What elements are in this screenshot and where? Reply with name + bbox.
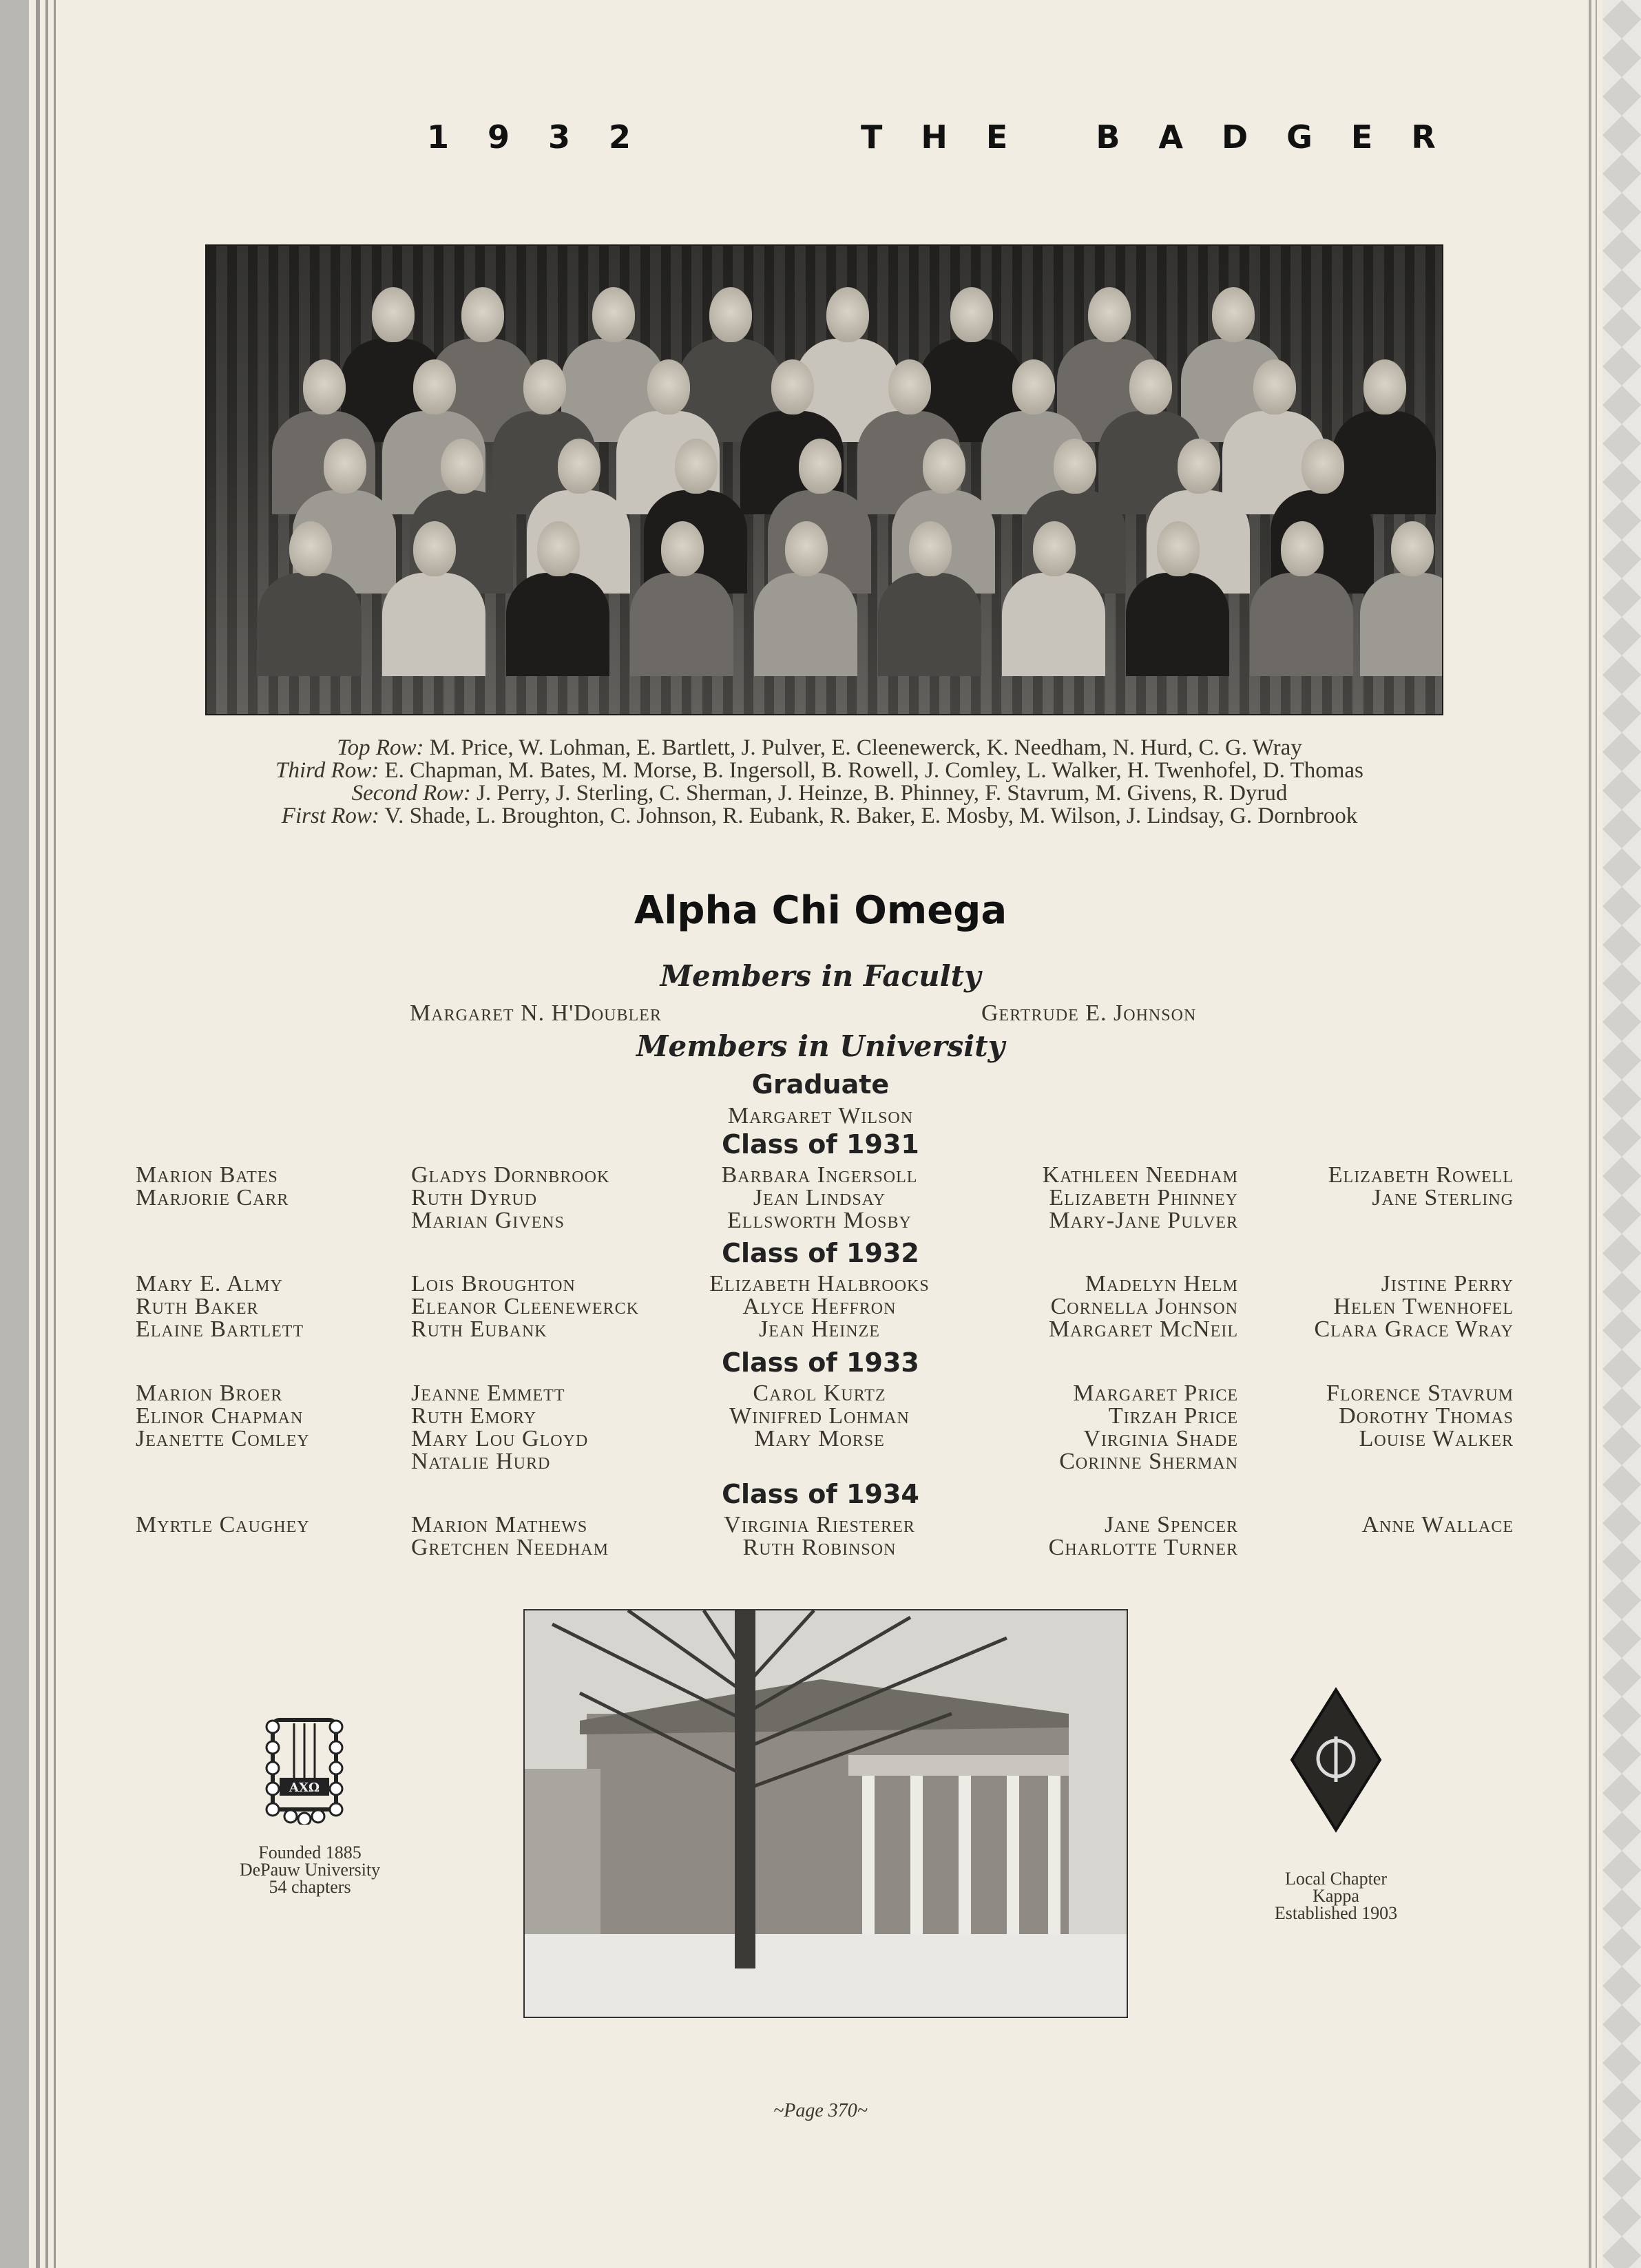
class-column	[1314, 1272, 1514, 1341]
member-name: Marion Broer	[136, 1380, 283, 1406]
class-column	[661, 1513, 978, 1559]
member-name: Eleanor Cleenewerck	[411, 1294, 639, 1319]
member-name: Kathleen Needham	[1042, 1162, 1238, 1188]
member-name: Elizabeth Rowell	[1328, 1162, 1514, 1188]
group-photograph	[205, 244, 1443, 715]
class-column	[411, 1164, 609, 1232]
member-name: Marian Givens	[411, 1208, 565, 1233]
class-column	[411, 1382, 588, 1473]
class-column	[661, 1382, 978, 1450]
class-column	[1059, 1382, 1238, 1473]
class-column	[136, 1272, 304, 1341]
class-column	[411, 1513, 609, 1559]
member-name: Florence Stavrum	[1326, 1380, 1514, 1406]
member-name: Ruth Dyrud	[411, 1185, 538, 1210]
member-name: Elizabeth Phinney	[1049, 1185, 1238, 1210]
member-name: Jane Spencer	[1105, 1512, 1238, 1537]
member-name: Alyce Heffron	[742, 1294, 897, 1319]
member-name: Charlotte Turner	[1048, 1535, 1238, 1560]
member-name: Jane Sterling	[1372, 1185, 1514, 1210]
member-name: Marion Mathews	[411, 1512, 588, 1537]
faculty-heading: Members in Faculty	[660, 959, 981, 993]
member-name: Jean Heinze	[759, 1316, 880, 1342]
member-name: Ruth Baker	[136, 1294, 259, 1319]
class-column	[136, 1513, 310, 1536]
member-name: Jeanette Comley	[136, 1426, 310, 1451]
member-name: Myrtle Caughey	[136, 1512, 310, 1537]
class-column	[136, 1164, 289, 1209]
class-column	[1361, 1513, 1514, 1536]
class-column	[661, 1272, 978, 1341]
member-name: Mary E. Almy	[136, 1271, 283, 1296]
chapter-title: Alpha Chi Omega	[634, 888, 1007, 933]
class-heading: Class of 1931	[722, 1129, 919, 1159]
faculty-member: Gertrude E. Johnson	[981, 1000, 1197, 1026]
member-name: Mary Morse	[754, 1426, 885, 1451]
member-name: Clara Grace Wray	[1314, 1316, 1514, 1342]
class-column	[661, 1164, 978, 1232]
member-name: Corinne Sherman	[1059, 1449, 1238, 1474]
member-name: Madelyn Helm	[1085, 1271, 1238, 1296]
member-name: Ruth Eubank	[411, 1316, 547, 1342]
page-number: ~Page 370~	[773, 2100, 868, 2121]
photo-caption	[138, 737, 1501, 828]
class-column	[1049, 1272, 1238, 1341]
member-name: Jean Lindsay	[753, 1185, 886, 1210]
member-name: Lois Broughton	[411, 1271, 576, 1296]
caption-row: Second Row: J. Perry, J. Sterling, C. Sherman, J. Heinze, B. Phinney, F. Stavrum, M. Givens, R. Dyrud	[351, 781, 1288, 806]
member-name: Dorothy Thomas	[1339, 1403, 1514, 1429]
university-heading: Members in University	[636, 1029, 1005, 1063]
graduate-member: Margaret Wilson	[727, 1103, 914, 1128]
class-column	[1328, 1164, 1514, 1209]
graduate-heading: Graduate	[751, 1069, 890, 1100]
diamond-crest-icon	[1289, 1687, 1383, 1833]
caption-row: Third Row: E. Chapman, M. Bates, M. Morse, B. Ingersoll, B. Rowell, J. Comley, L. Walker, H. Twenhofel, D. Thomas	[275, 758, 1363, 783]
class-column	[1049, 1513, 1238, 1559]
member-name: Tirzah Price	[1108, 1403, 1238, 1429]
member-name: Margaret Price	[1073, 1380, 1238, 1406]
member-name: Virginia Riesterer	[724, 1512, 915, 1537]
svg-text:ΑΧΩ: ΑΧΩ	[289, 1781, 320, 1795]
header-year: 1932	[427, 118, 670, 156]
chapter-house-photograph	[523, 1609, 1128, 2018]
class-heading: Class of 1932	[722, 1238, 919, 1268]
member-name: Marjorie Carr	[136, 1185, 289, 1210]
class-column	[411, 1272, 639, 1341]
member-name: Jistine Perry	[1381, 1271, 1514, 1296]
member-name: Barbara Ingersoll	[721, 1162, 918, 1188]
member-name: Ellsworth Mosby	[727, 1208, 912, 1233]
member-name: Marion Bates	[136, 1162, 278, 1188]
member-name: Elinor Chapman	[136, 1403, 304, 1429]
member-name: Margaret McNeil	[1048, 1316, 1238, 1342]
lyre-crest-icon	[263, 1706, 346, 1825]
local-chapter-info: Local Chapter Kappa Established 1903	[1274, 1869, 1398, 1923]
member-name: Gladys Dornbrook	[411, 1162, 610, 1188]
member-name: Gretchen Needham	[411, 1535, 609, 1560]
class-column	[136, 1382, 310, 1450]
member-name: Jeanne Emmett	[411, 1380, 565, 1406]
member-name: Virginia Shade	[1083, 1426, 1238, 1451]
member-name: Mary Lou Gloyd	[411, 1426, 589, 1451]
member-name: Helen Twenhofel	[1333, 1294, 1514, 1319]
class-heading: Class of 1934	[722, 1479, 919, 1509]
member-name: Anne Wallace	[1361, 1512, 1514, 1537]
founding-info: Founded 1885 DePauw University 54 chapters	[239, 1842, 381, 1897]
page-header	[427, 118, 1515, 167]
faculty-member: Margaret N. H'Doubler	[410, 1000, 662, 1026]
class-column	[1326, 1382, 1514, 1450]
class-column	[1043, 1164, 1238, 1232]
member-name: Cornella Johnson	[1050, 1294, 1238, 1319]
member-name: Mary-Jane Pulver	[1049, 1208, 1238, 1233]
member-name: Louise Walker	[1359, 1426, 1514, 1451]
class-heading: Class of 1933	[722, 1347, 919, 1378]
caption-row: Top Row: M. Price, W. Lohman, E. Bartlett, J. Pulver, E. Cleenewerck, K. Needham, N. Hurd, C. G. Wray	[337, 735, 1302, 760]
member-name: Winifred Lohman	[729, 1403, 910, 1429]
member-name: Elizabeth Halbrooks	[709, 1271, 930, 1296]
header-title: THE BADGER	[861, 118, 1474, 156]
member-name: Natalie Hurd	[411, 1449, 551, 1474]
member-name: Carol Kurtz	[753, 1380, 886, 1406]
member-name: Ruth Emory	[411, 1403, 536, 1429]
member-name: Elaine Bartlett	[136, 1316, 304, 1342]
caption-row: First Row: V. Shade, L. Broughton, C. Johnson, R. Eubank, R. Baker, E. Mosby, M. Wilson, J. Lindsay, G. Dornbrook	[281, 804, 1358, 828]
member-name: Ruth Robinson	[742, 1535, 897, 1560]
